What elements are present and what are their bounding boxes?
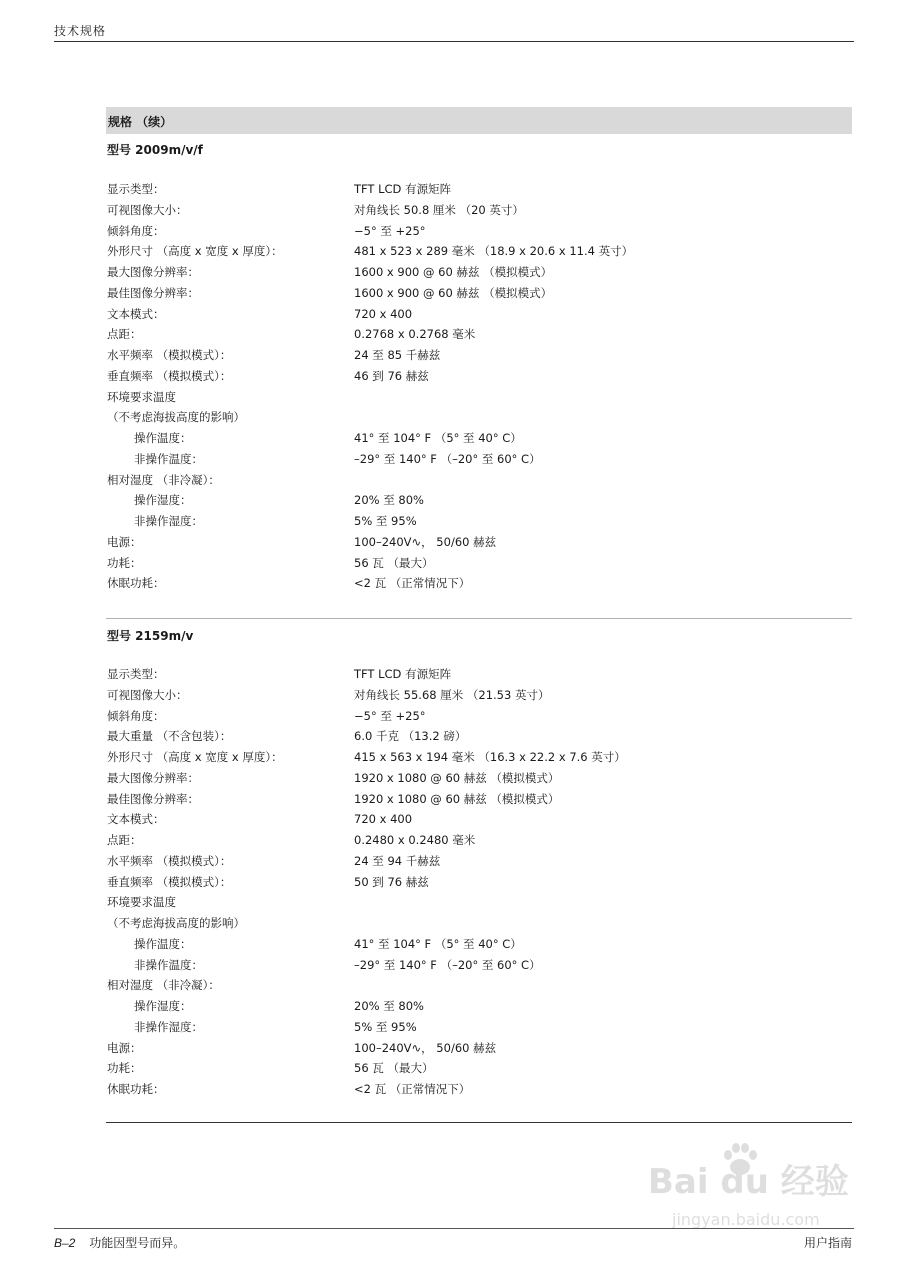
baidu-logo: Bai du 经验 — [648, 1162, 849, 1202]
spec-row — [107, 872, 852, 893]
spec-value: 对角线长 55.68 厘米 （21.53 英寸） — [354, 687, 550, 702]
spec-label: 显示类型： — [107, 667, 165, 681]
spec-row — [107, 664, 852, 685]
watermark-url: jingyan.baidu.com — [672, 1210, 820, 1229]
spec-value: 100–240V∿， 50/60 赫兹 — [354, 1040, 497, 1055]
spec-row — [107, 768, 852, 789]
spec-row — [107, 851, 852, 872]
spec-label: 非操作湿度： — [134, 514, 203, 528]
spec-label: 外形尺寸 （高度 x 宽度 x 厚度）： — [107, 750, 283, 764]
spec-row — [107, 428, 852, 449]
spec-value: <2 瓦 （正常情况下） — [354, 576, 471, 591]
running-header: 技术规格 — [54, 24, 107, 38]
spec-value: 481 x 523 x 289 毫米 （18.9 x 20.6 x 11.4 英寸） — [354, 244, 634, 259]
footer-guide-title: 用户指南 — [803, 1236, 852, 1250]
spec-label: 非操作温度： — [134, 957, 203, 972]
spec-row — [107, 283, 852, 304]
spec-value: 56 瓦 （最大） — [354, 1061, 434, 1076]
spec-label: 操作湿度： — [134, 493, 192, 508]
spec-list-2159 — [107, 664, 852, 1100]
spec-row — [107, 573, 852, 594]
spec-label: 最佳图像分辨率： — [107, 791, 199, 806]
spec-label: 操作温度： — [134, 936, 192, 951]
spec-label: 点距： — [107, 833, 142, 847]
spec-row — [107, 553, 852, 574]
spec-label: 文本模式： — [107, 306, 165, 321]
spec-row — [107, 996, 852, 1017]
spec-row — [107, 490, 852, 511]
spec-label: 可视图像大小： — [107, 202, 188, 217]
spec-label: 电源： — [107, 534, 142, 549]
spec-value: –29° 至 140° F （–20° 至 60° C） — [354, 451, 541, 466]
spec-label: 垂直频率 （模拟模式）： — [107, 368, 232, 383]
spec-value: 24 至 85 千赫兹 — [354, 348, 441, 362]
spec-label: 可视图像大小： — [107, 687, 188, 702]
spec-row — [107, 726, 852, 747]
spec-row — [107, 934, 852, 955]
spec-value: 1600 x 900 @ 60 赫兹 （模拟模式） — [354, 265, 553, 279]
spec-value: 41° 至 104° F （5° 至 40° C） — [354, 431, 522, 445]
spec-row — [107, 221, 852, 242]
spec-row — [107, 511, 852, 532]
spec-row — [107, 324, 852, 345]
spec-value: 0.2768 x 0.2768 毫米 — [354, 327, 476, 342]
spec-row — [107, 387, 852, 408]
spec-label: 非操作湿度： — [134, 1019, 203, 1034]
spec-label: 操作湿度： — [134, 999, 192, 1013]
spec-label: 相对湿度 （非冷凝）： — [107, 978, 220, 993]
paw-icon — [720, 1140, 760, 1180]
spec-value: 41° 至 104° F （5° 至 40° C） — [354, 936, 522, 951]
spec-value: 6.0 千克 （13.2 磅） — [354, 729, 467, 744]
spec-value: 20% 至 80% — [354, 493, 424, 508]
spec-label: 水平频率 （模拟模式）： — [107, 348, 232, 362]
spec-row — [107, 532, 852, 553]
spec-value: 56 瓦 （最大） — [354, 555, 434, 570]
spec-label: 功耗： — [107, 555, 142, 570]
spec-label: 相对湿度 （非冷凝）： — [107, 472, 220, 487]
spec-value: <2 瓦 （正常情况下） — [354, 1082, 471, 1096]
page-number: B–2 — [54, 1236, 76, 1250]
spec-row — [107, 892, 852, 913]
spec-row — [107, 913, 852, 934]
spec-value: 0.2480 x 0.2480 毫米 — [354, 833, 476, 847]
spec-value: 5% 至 95% — [354, 1019, 417, 1034]
spec-row — [107, 1079, 852, 1100]
spec-label: 点距： — [107, 327, 142, 342]
model-title-2159: 型号 2159m/v — [107, 629, 194, 643]
spec-value: 1920 x 1080 @ 60 赫兹 （模拟模式） — [354, 791, 560, 806]
spec-label: 休眠功耗： — [107, 1082, 165, 1096]
spec-label: 外形尺寸 （高度 x 宽度 x 厚度）： — [107, 244, 283, 259]
table-header: 规格 （续） — [106, 107, 852, 134]
spec-row — [107, 200, 852, 221]
footer-note: 功能因型号而异。 — [89, 1236, 186, 1250]
spec-row — [107, 789, 852, 810]
spec-row — [107, 407, 852, 428]
spec-label: 电源： — [107, 1040, 142, 1055]
spec-value: –29° 至 140° F （–20° 至 60° C） — [354, 957, 541, 972]
spec-label: （不考虑海拔高度的影响） — [107, 410, 245, 425]
spec-row — [107, 262, 852, 283]
spec-row — [107, 747, 852, 768]
model-title-2009: 型号 2009m/v/f — [107, 143, 203, 157]
spec-row — [107, 304, 852, 325]
spec-row — [107, 685, 852, 706]
spec-row — [107, 366, 852, 387]
spec-row — [107, 241, 852, 262]
spec-row — [107, 809, 852, 830]
spec-row — [107, 975, 852, 996]
spec-row — [107, 345, 852, 366]
spec-label: 非操作温度： — [134, 451, 203, 466]
table-end-rule — [106, 1122, 852, 1123]
spec-label: 最佳图像分辨率： — [107, 285, 199, 300]
spec-label: 环境要求温度 — [107, 895, 176, 910]
spec-row — [107, 470, 852, 491]
spec-row — [107, 1017, 852, 1038]
spec-label: 倾斜角度： — [107, 223, 165, 238]
spec-label: 水平频率 （模拟模式）： — [107, 853, 232, 868]
spec-value: 对角线长 50.8 厘米 （20 英寸） — [354, 202, 524, 217]
spec-label: 垂直频率 （模拟模式）： — [107, 874, 232, 889]
spec-value: −5° 至 +25° — [354, 223, 426, 238]
spec-label: 休眠功耗： — [107, 576, 165, 591]
footer-left — [54, 1234, 185, 1251]
spec-value: 720 x 400 — [354, 306, 413, 321]
spec-label: 文本模式： — [107, 812, 165, 827]
spec-row — [107, 179, 852, 200]
spec-value: TFT LCD 有源矩阵 — [354, 667, 452, 681]
spec-value: 50 到 76 赫兹 — [354, 874, 429, 889]
section-divider — [106, 618, 852, 619]
spec-value: TFT LCD 有源矩阵 — [354, 182, 452, 196]
spec-value: 720 x 400 — [354, 812, 413, 827]
header-rule — [54, 41, 854, 42]
spec-value: 5% 至 95% — [354, 514, 417, 528]
spec-row — [107, 449, 852, 470]
spec-row — [107, 830, 852, 851]
spec-label: 倾斜角度： — [107, 708, 165, 723]
spec-row — [107, 1038, 852, 1059]
spec-row — [107, 1058, 852, 1079]
spec-value: 24 至 94 千赫兹 — [354, 853, 441, 868]
spec-row — [107, 955, 852, 976]
spec-label: 显示类型： — [107, 182, 165, 196]
spec-list-2009 — [107, 179, 852, 594]
spec-label: 环境要求温度 — [107, 389, 176, 404]
spec-label: 最大图像分辨率： — [107, 770, 199, 785]
spec-value: 415 x 563 x 194 毫米 （16.3 x 22.2 x 7.6 英寸） — [354, 750, 626, 764]
spec-label: （不考虑海拔高度的影响） — [107, 916, 245, 930]
spec-label: 最大重量 （不含包装）： — [107, 729, 232, 744]
spec-value: 100–240V∿， 50/60 赫兹 — [354, 534, 497, 549]
spec-value: 20% 至 80% — [354, 999, 424, 1013]
spec-value: 1920 x 1080 @ 60 赫兹 （模拟模式） — [354, 770, 560, 785]
spec-value: 46 到 76 赫兹 — [354, 368, 429, 383]
spec-label: 操作温度： — [134, 431, 192, 445]
spec-label: 功耗： — [107, 1061, 142, 1076]
spec-row — [107, 706, 852, 727]
spec-value: 1600 x 900 @ 60 赫兹 （模拟模式） — [354, 285, 553, 300]
spec-label: 最大图像分辨率： — [107, 265, 199, 279]
spec-value: −5° 至 +25° — [354, 708, 426, 723]
footer-rule — [54, 1228, 854, 1229]
